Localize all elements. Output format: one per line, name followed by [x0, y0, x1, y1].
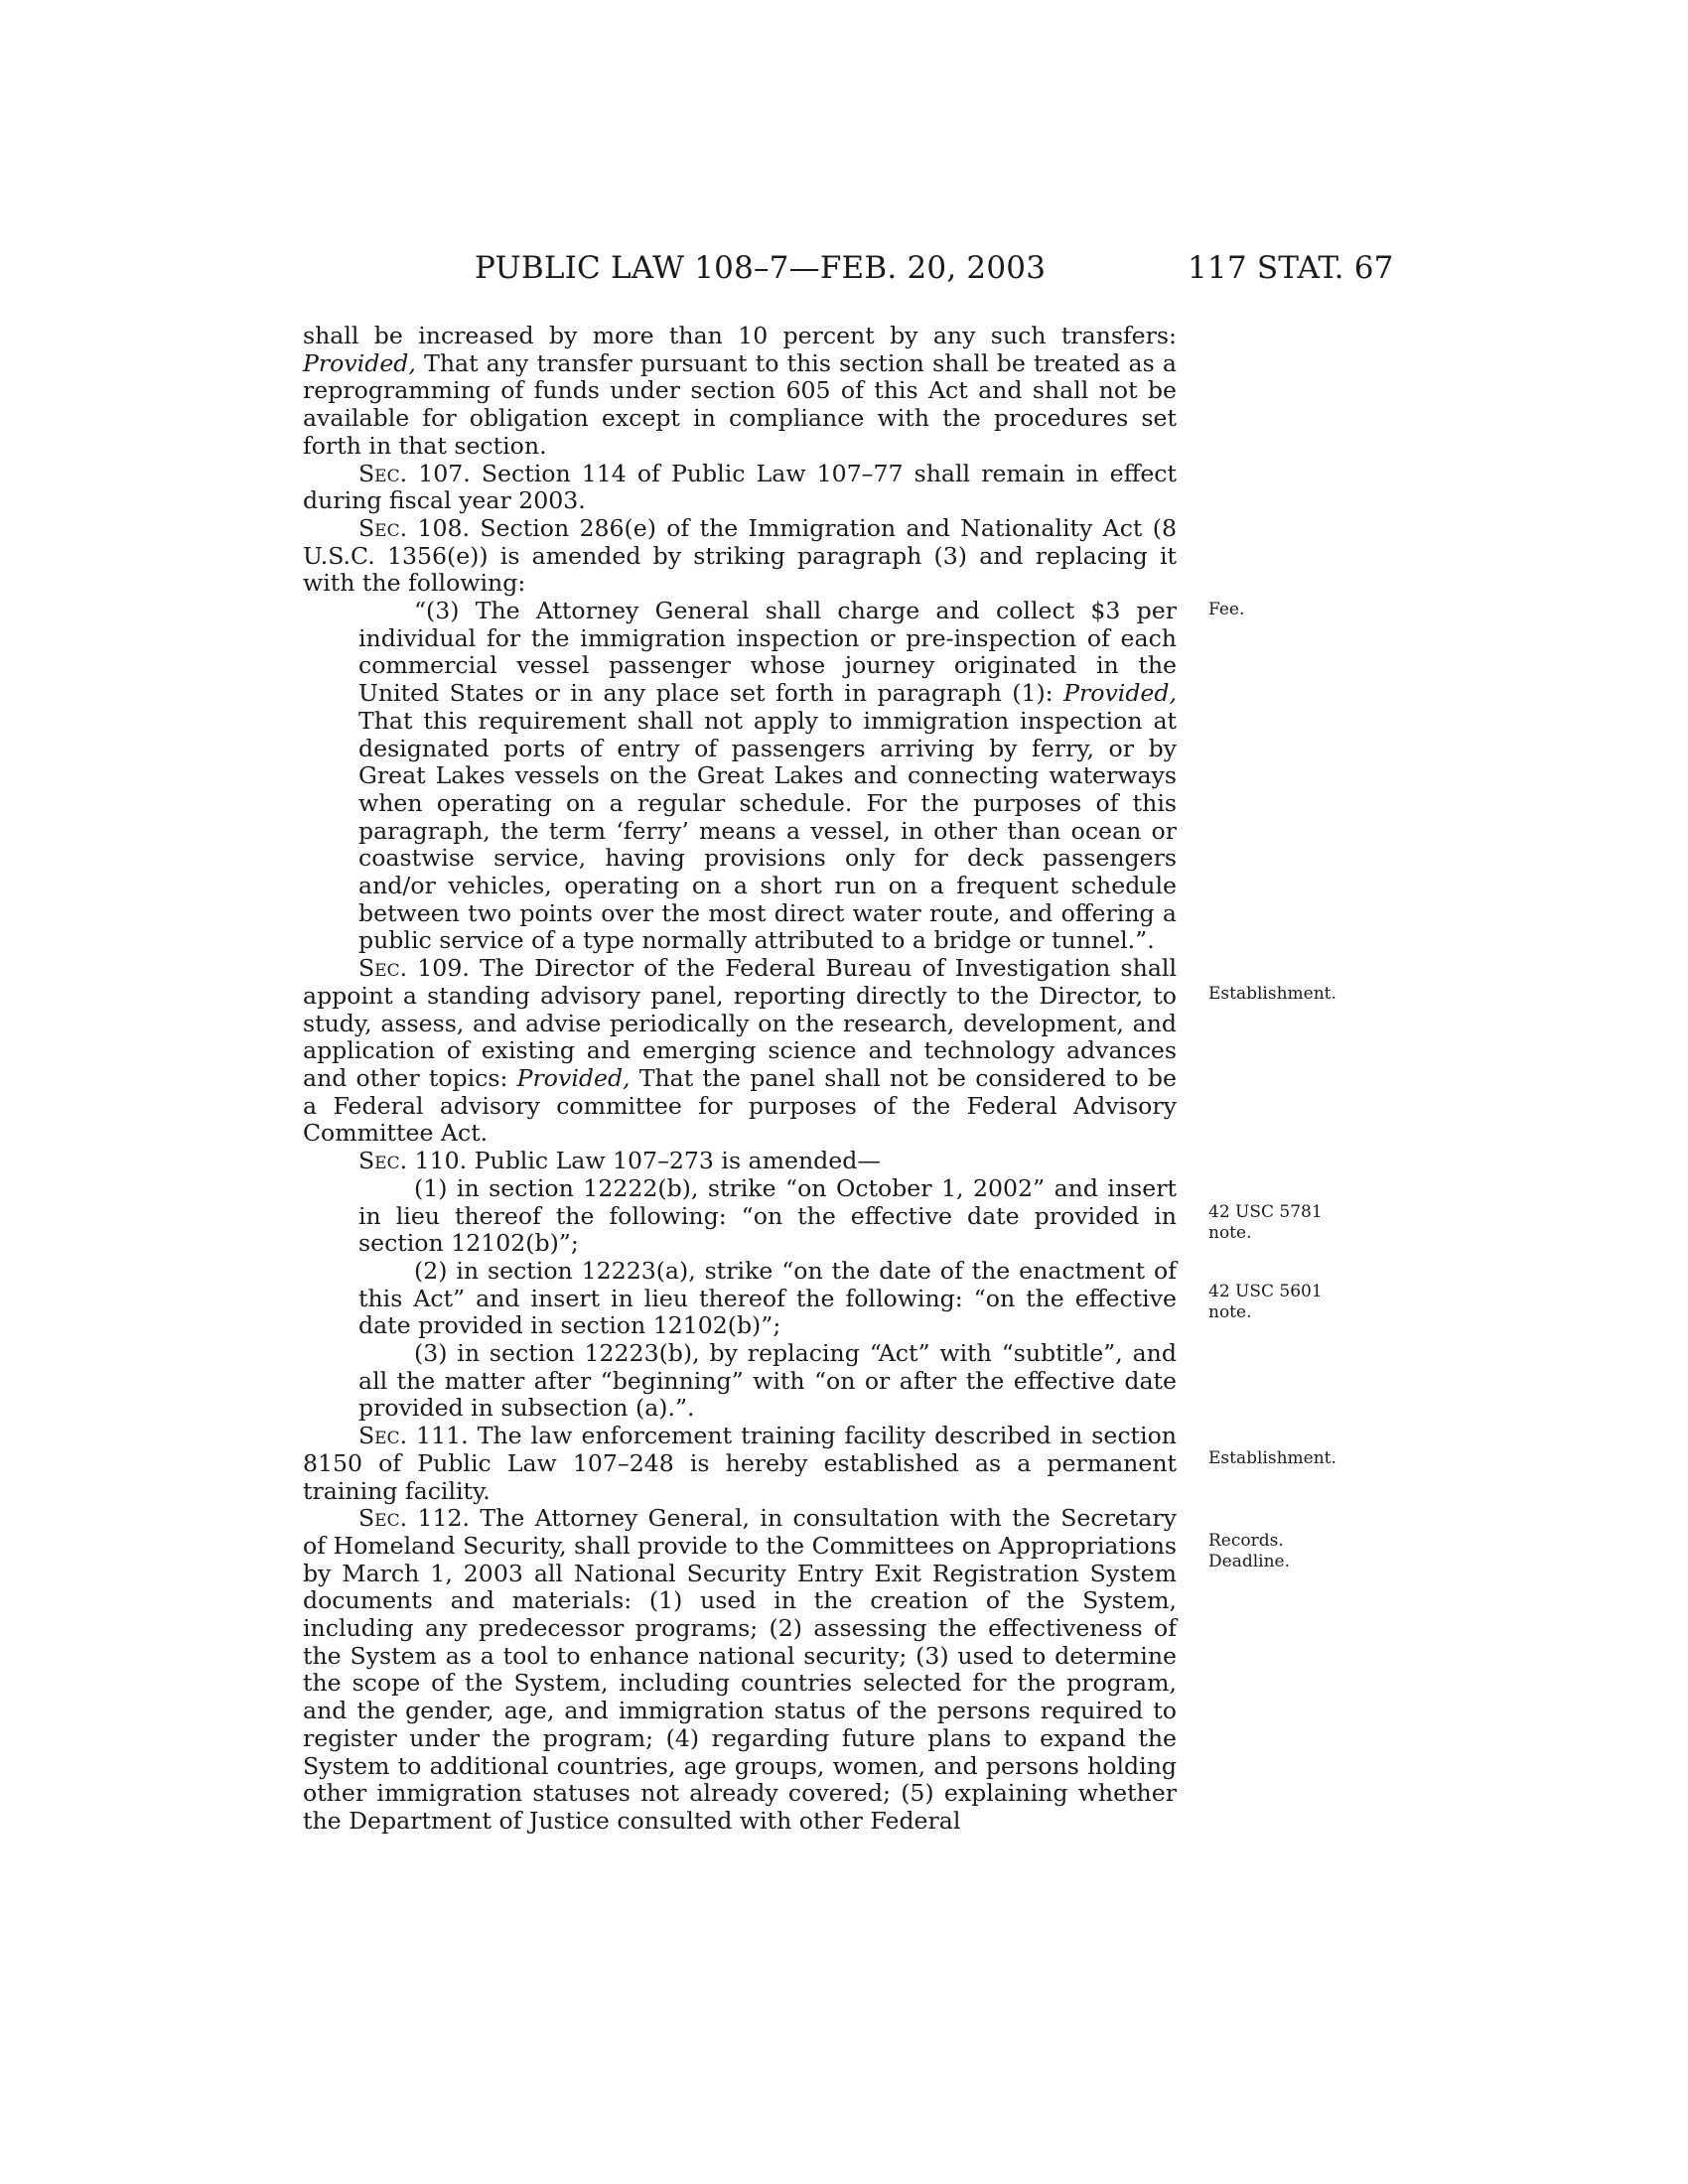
section-109: Sec. 109. The Director of the Federal Bureau of Investigation shall appoint a standing advisory panel, reporting directly to the Director, to study, assess, and advise periodically on the research, development, and application of existing and emerging science and technology advances and other topics: Provided, That the panel shall not be considered to be a Federal advisory committee for purposes of the Federal Advisory Committee Act.	[303, 954, 1177, 1148]
section-112: Sec. 112. The Attorney General, in consultation with the Secretary of Homeland Security, shall provide to the Committees on Appropriations by March 1, 2003 all National Security Entry Exit Registration System documents and materials: (1) used in the creation of the System, including any predecessor programs; (2) assessing the effectiveness of the System as a tool to enhance national security; (3) used to determine the scope of the System, including countries selected for the program, and the gender, age, and immigration status of the persons required to register under the program; (4) regarding future plans to expand the System to additional countries, age groups, women, and persons holding other immigration statuses not already covered; (5) explaining whether the Department of Justice consulted with other Federal	[303, 1504, 1177, 1835]
section-107: Sec. 107. Section 114 of Public Law 107–77 shall remain in effect during fiscal year 2003.	[303, 459, 1177, 515]
statute-page-number: 117 STAT. 67	[1188, 250, 1394, 286]
section-110: Sec. 110. Public Law 107–273 is amended—	[358, 1147, 881, 1175]
section-110-item-2: (2) in section 12223(a), strike “on the date of the enactment of this Act” and insert in lieu thereof the following: “on the effective date provided in section 12102(b)”;	[358, 1256, 1177, 1340]
running-header	[0, 250, 1688, 290]
margin-note-establishment-109: Establishment.	[1208, 984, 1336, 1004]
section-108: Sec. 108. Section 286(e) of the Immigration and Nationality Act (8 U.S.C. 1356(e)) is amended by striking paragraph (3) and replacing it with the following:	[303, 513, 1177, 598]
page-title: PUBLIC LAW 108–7—FEB. 20, 2003	[475, 250, 1047, 286]
margin-note-42-usc-5601: 42 USC 5601 note.	[1208, 1282, 1323, 1322]
section-110-item-1: (1) in section 12222(b), strike “on October 1, 2002” and insert in lieu thereof the following: “on the effective date provided in section 12102(b)”;	[358, 1173, 1177, 1258]
document-body	[303, 323, 1177, 1836]
section-108-quoted-paragraph: “(3) The Attorney General shall charge and collect $3 per individual for the immigration inspection or pre-inspection of each commercial vessel passenger whose journey originated in the United States or in any place set forth in paragraph (1): Provided, That this requirement shall not apply to immigration inspection at designated ports of entry of passengers arriving by ferry, or by Great Lakes vessels on the Great Lakes and connecting waterways when operating on a regular schedule. For the purposes of this paragraph, the term ‘ferry’ means a vessel, in other than ocean or coastwise service, having provisions only for deck passengers and/or vehicles, operating on a short run on a frequent schedule between two points over the most direct water route, and offering a public service of a type normally attributed to a bridge or tunnel.”.	[358, 597, 1177, 955]
margin-note-42-usc-5781: 42 USC 5781 note.	[1208, 1202, 1323, 1243]
margin-note-establishment-111: Establishment.	[1208, 1448, 1336, 1468]
paragraph-continuation: shall be increased by more than 10 percent by any such transfers: Provided, That any transfer pursuant to this section shall be treated as a reprogramming of funds under section 605 of this Act and shall not be available for obligation except in compliance with the procedures set forth in that section.	[303, 322, 1177, 460]
section-110-item-3: (3) in section 12223(b), by replacing “Act” with “subtitle”, and all the matter after “beginning” with “on or after the effective date provided in subsection (a).”.	[358, 1339, 1177, 1423]
margin-note-fee: Fee.	[1208, 600, 1245, 619]
section-111: Sec. 111. The law enforcement training facility described in section 8150 of Public Law 107–248 is hereby established as a permanent training facility.	[303, 1422, 1177, 1505]
margin-note-records-deadline: Records. Deadline.	[1208, 1531, 1290, 1571]
